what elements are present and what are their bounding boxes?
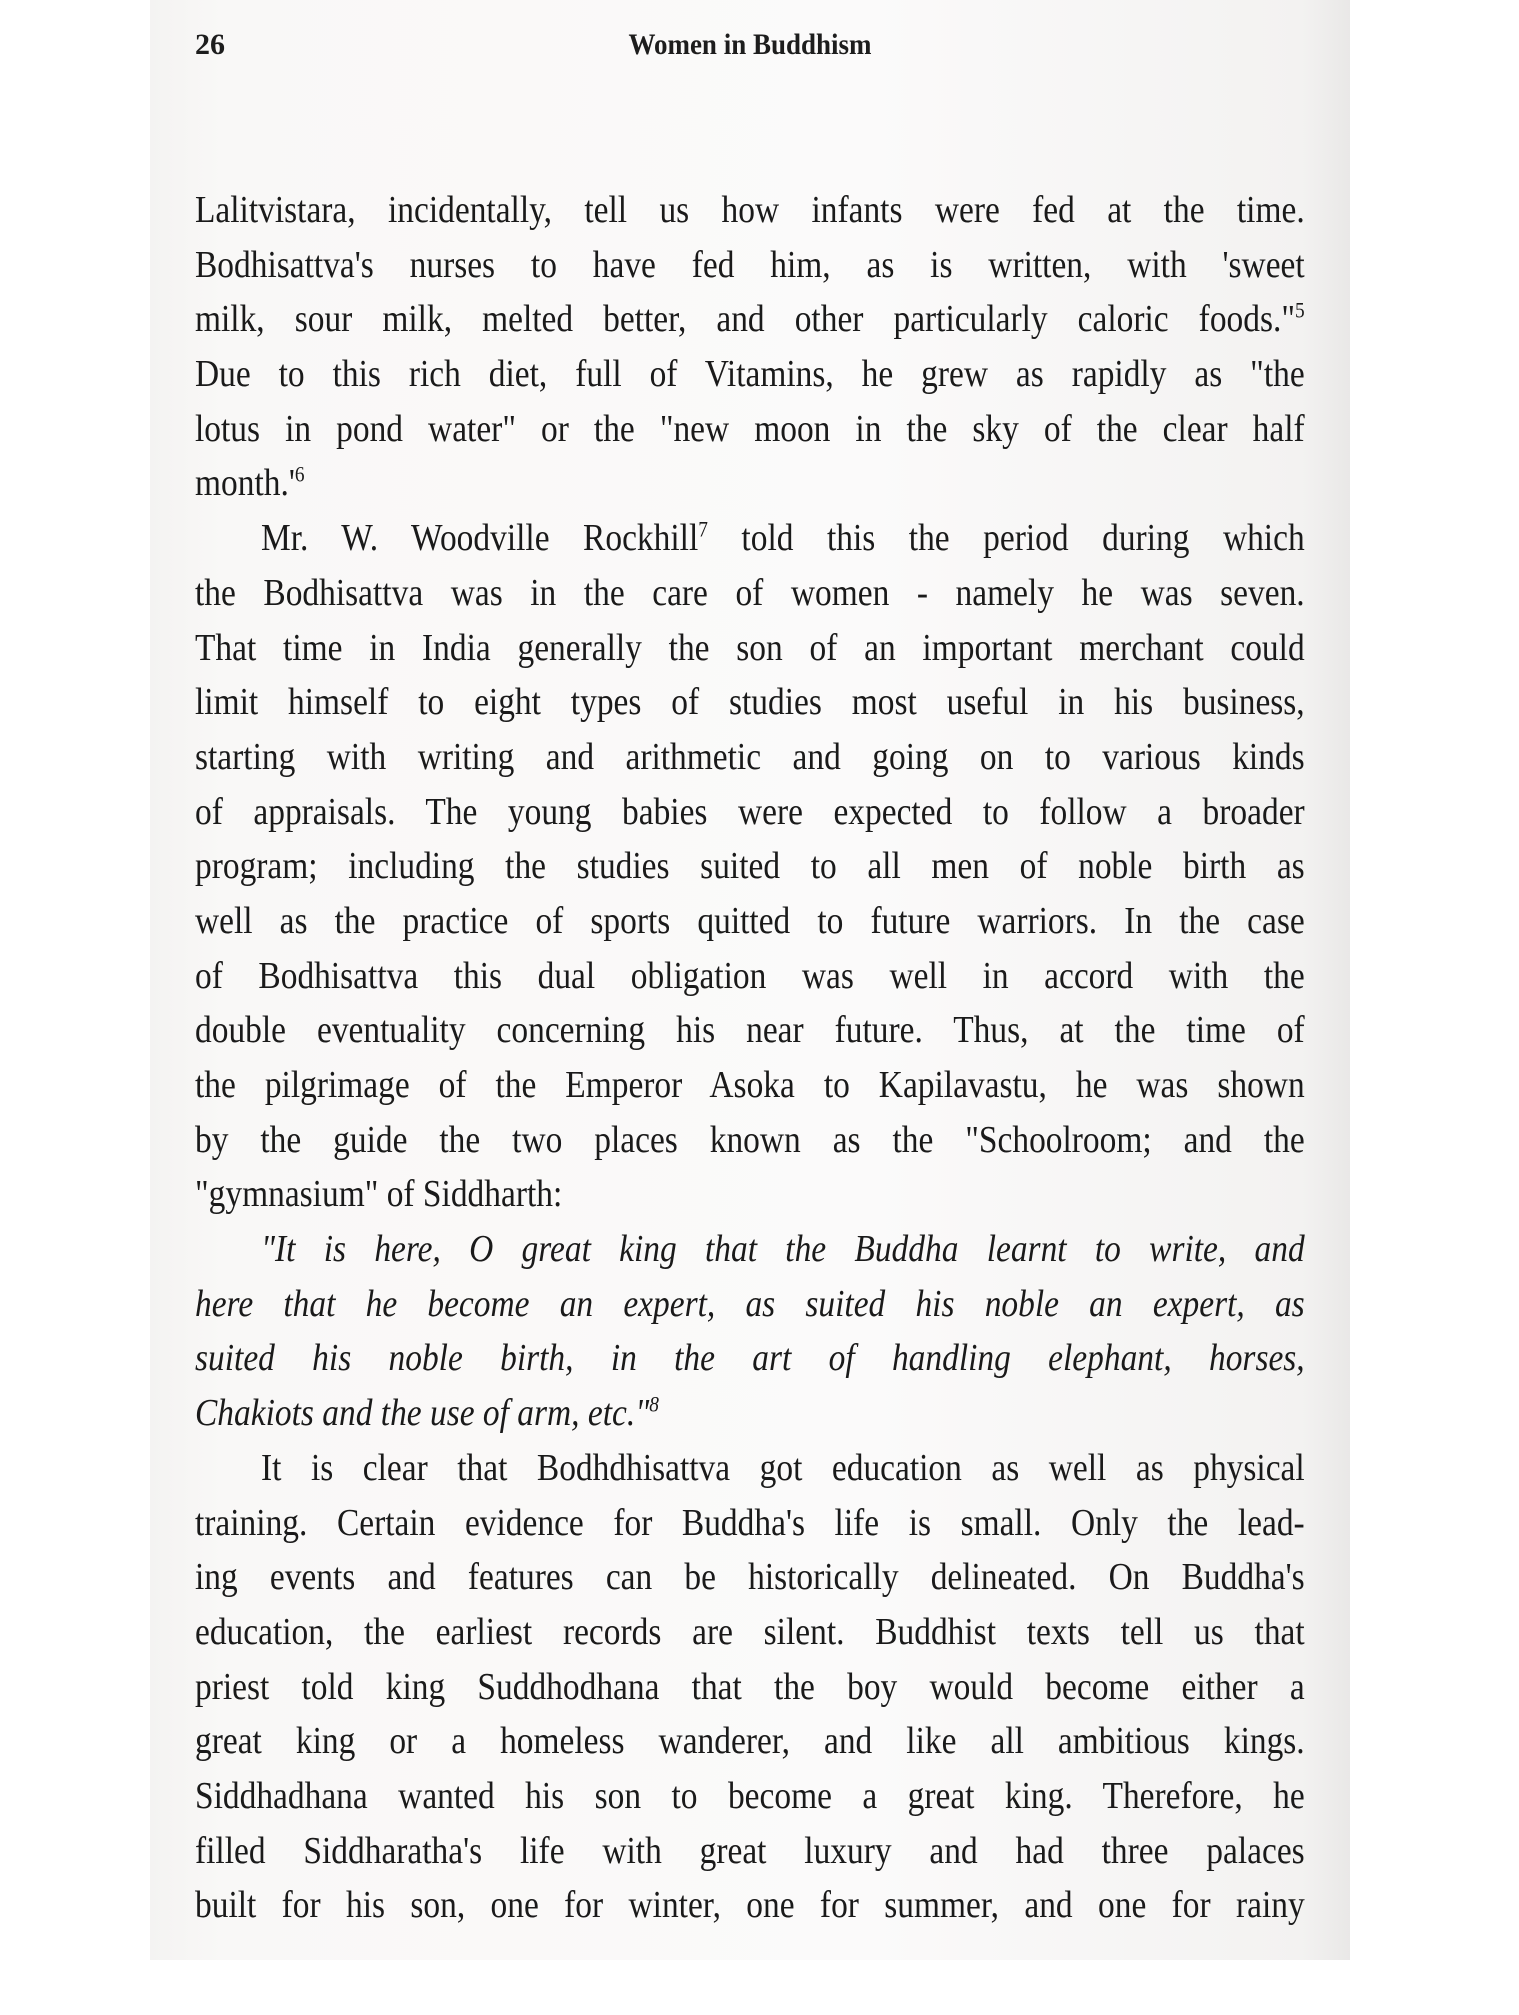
text-line xyxy=(195,1605,1305,1660)
text-segment: Mr. W. Woodville Rockhill xyxy=(261,517,699,560)
text-line xyxy=(195,1113,1305,1168)
text-line xyxy=(195,1550,1305,1605)
text-line xyxy=(195,292,1305,347)
paragraph xyxy=(195,1441,1305,1933)
text-segment: education, the earliest records are silent. Buddhist texts tell us that xyxy=(195,1610,1305,1653)
text-segment: training. Certain evidence for Buddha's life is small. Only the lead- xyxy=(195,1501,1305,1544)
running-title: Women in Buddhism xyxy=(628,28,872,61)
text-segment: ing events and features can be historically delineated. On Buddha's xyxy=(195,1556,1305,1599)
text-line xyxy=(195,1660,1305,1715)
text-segment: of Bodhisattva this dual obligation was well in accord with the xyxy=(195,954,1305,997)
text-segment: lotus in pond water" or the "new moon in the sky of the clear half xyxy=(195,407,1305,450)
text-segment: starting with writing and arithmetic and going on to various kinds xyxy=(195,735,1305,778)
footnote-marker: 8 xyxy=(649,1391,659,1417)
text-line xyxy=(195,1331,1305,1386)
scan-margin xyxy=(0,0,150,2015)
text-line xyxy=(195,1824,1305,1879)
text-segment: limit himself to eight types of studies most useful in his business, xyxy=(195,681,1305,724)
text-segment: milk, sour milk, melted better, and other particularly caloric foods." xyxy=(195,298,1295,341)
body-text xyxy=(195,183,1305,1933)
text-segment: well as the practice of sports quitted to future warriors. In the case xyxy=(195,899,1305,942)
text-segment: suited his noble birth, in the art of handling elephant, horses, xyxy=(195,1337,1305,1380)
text-segment: the pilgrimage of the Emperor Asoka to Kapilavastu, he was shown xyxy=(195,1064,1305,1106)
text-line xyxy=(195,1496,1305,1551)
text-line xyxy=(195,1058,1305,1113)
text-line xyxy=(195,402,1305,457)
text-segment: Bodhisattva's nurses to have fed him, as is written, with 'sweet xyxy=(195,243,1305,286)
text-segment: Lalitvistara, incidentally, tell us how infants were fed at the time. xyxy=(195,189,1305,231)
text-segment: of appraisals. The young babies were expected to follow a broader xyxy=(195,790,1305,833)
text-segment: "gymnasium" of Siddharth: xyxy=(195,1173,563,1216)
text-line xyxy=(195,347,1305,402)
text-segment: month.' xyxy=(195,462,295,505)
text-segment: here that he become an expert, as suited his noble an expert, as xyxy=(195,1282,1305,1325)
text-segment: Due to this rich diet, full of Vitamins, he grew as rapidly as "the xyxy=(195,353,1305,396)
text-line xyxy=(195,238,1305,293)
text-segment: by the guide the two places known as the "Schoolroom; and the xyxy=(195,1118,1305,1161)
page-number: 26 xyxy=(195,28,225,61)
text-line xyxy=(195,1003,1305,1058)
text-line xyxy=(195,456,1305,511)
footnote-marker: 5 xyxy=(1295,297,1305,323)
text-segment: the Bodhisattva was in the care of women - namely he was seven. xyxy=(195,571,1305,614)
text-line xyxy=(195,566,1305,621)
text-segment: told this the period during which xyxy=(707,517,1305,560)
text-line xyxy=(195,1769,1305,1824)
text-segment: Chakiots and the use of arm, etc." xyxy=(195,1392,650,1435)
text-line xyxy=(195,675,1305,730)
text-line xyxy=(195,1441,1305,1496)
text-line xyxy=(195,1714,1305,1769)
paragraph xyxy=(195,183,1305,511)
text-segment: program; including the studies suited to all men of noble birth as xyxy=(195,845,1305,888)
text-line xyxy=(195,1386,1305,1441)
text-line xyxy=(195,511,1305,566)
text-segment: priest told king Suddhodhana that the boy would become either a xyxy=(195,1665,1305,1708)
footnote-marker: 6 xyxy=(294,461,305,487)
text-line xyxy=(195,183,1305,238)
block-quote xyxy=(195,1222,1305,1441)
text-line xyxy=(195,1878,1305,1933)
text-line xyxy=(195,949,1305,1004)
text-line xyxy=(195,785,1305,840)
text-segment: That time in India generally the son of an important merchant could xyxy=(195,626,1305,669)
text-segment: filled Siddharatha's life with great luxury and had three palaces xyxy=(195,1829,1305,1872)
text-line xyxy=(195,1167,1305,1222)
text-segment: double eventuality concerning his near future. Thus, at the time of xyxy=(195,1009,1305,1052)
text-segment: It is clear that Bodhdhisattva got education as well as physical xyxy=(261,1446,1305,1489)
paragraph xyxy=(195,511,1305,1222)
text-segment: great king or a homeless wanderer, and like all ambitious kings. xyxy=(195,1720,1305,1763)
text-line xyxy=(195,894,1305,949)
text-line xyxy=(195,730,1305,785)
text-line xyxy=(195,1277,1305,1332)
text-line xyxy=(195,839,1305,894)
footnote-marker: 7 xyxy=(698,516,708,542)
text-segment: Siddhadhana wanted his son to become a great king. Therefore, he xyxy=(195,1774,1305,1817)
text-line xyxy=(195,1222,1305,1277)
text-segment: built for his son, one for winter, one for summer, and one for rainy xyxy=(195,1884,1305,1927)
text-line xyxy=(195,621,1305,676)
running-header xyxy=(195,28,1305,72)
text-segment: "It is here, O great king that the Buddha learnt to write, and xyxy=(261,1228,1305,1271)
